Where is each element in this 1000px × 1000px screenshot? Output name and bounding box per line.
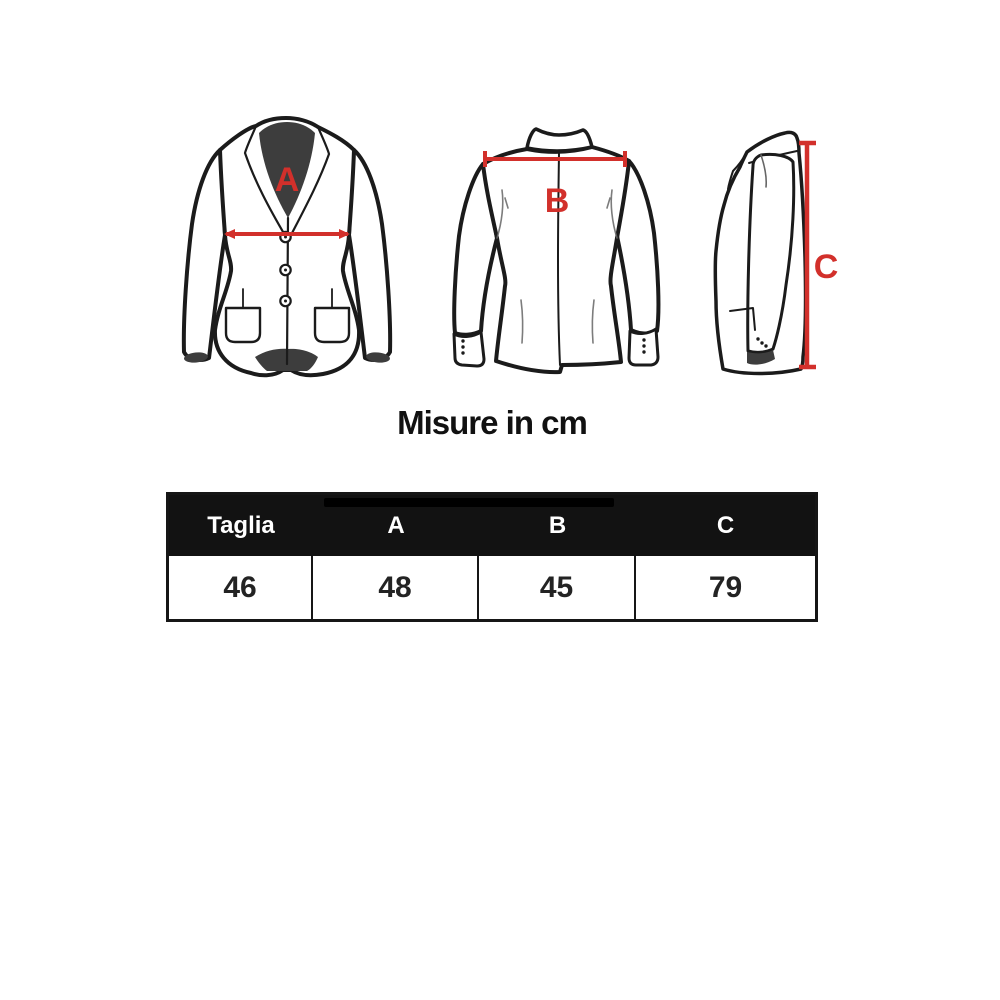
- cell-taglia-value: 46: [169, 556, 313, 619]
- jacket-side-drawing: [695, 105, 845, 400]
- size-table: [166, 492, 818, 622]
- jacket-side-outline: [715, 132, 805, 373]
- cell-c-value: 79: [708, 570, 743, 604]
- column-header-b: B: [548, 511, 567, 539]
- column-header-c: C: [716, 511, 735, 539]
- cell-b-value: 45: [479, 556, 636, 619]
- header-dark-strip: [324, 498, 614, 507]
- jacket-front-outline: [184, 118, 391, 375]
- cell-a-value: 48: [313, 556, 479, 619]
- size-table-row: [169, 556, 815, 619]
- back-left-cuff: [454, 332, 484, 366]
- measure-label-C: C: [813, 248, 839, 286]
- size-table-header-row: [169, 495, 815, 556]
- measure-label-A: A: [274, 161, 300, 199]
- jacket-back-drawing: [435, 100, 670, 395]
- front-right-pocket: [315, 308, 349, 342]
- column-header-a: A: [387, 511, 405, 539]
- front-left-pocket: [226, 308, 260, 342]
- back-body: [483, 147, 629, 372]
- column-header-taglia: Taglia: [207, 511, 275, 539]
- measure-label-B: B: [544, 182, 570, 220]
- page-title: Misure in cm: [397, 404, 587, 441]
- jacket-front-drawing: [163, 112, 403, 387]
- back-collar: [527, 129, 592, 151]
